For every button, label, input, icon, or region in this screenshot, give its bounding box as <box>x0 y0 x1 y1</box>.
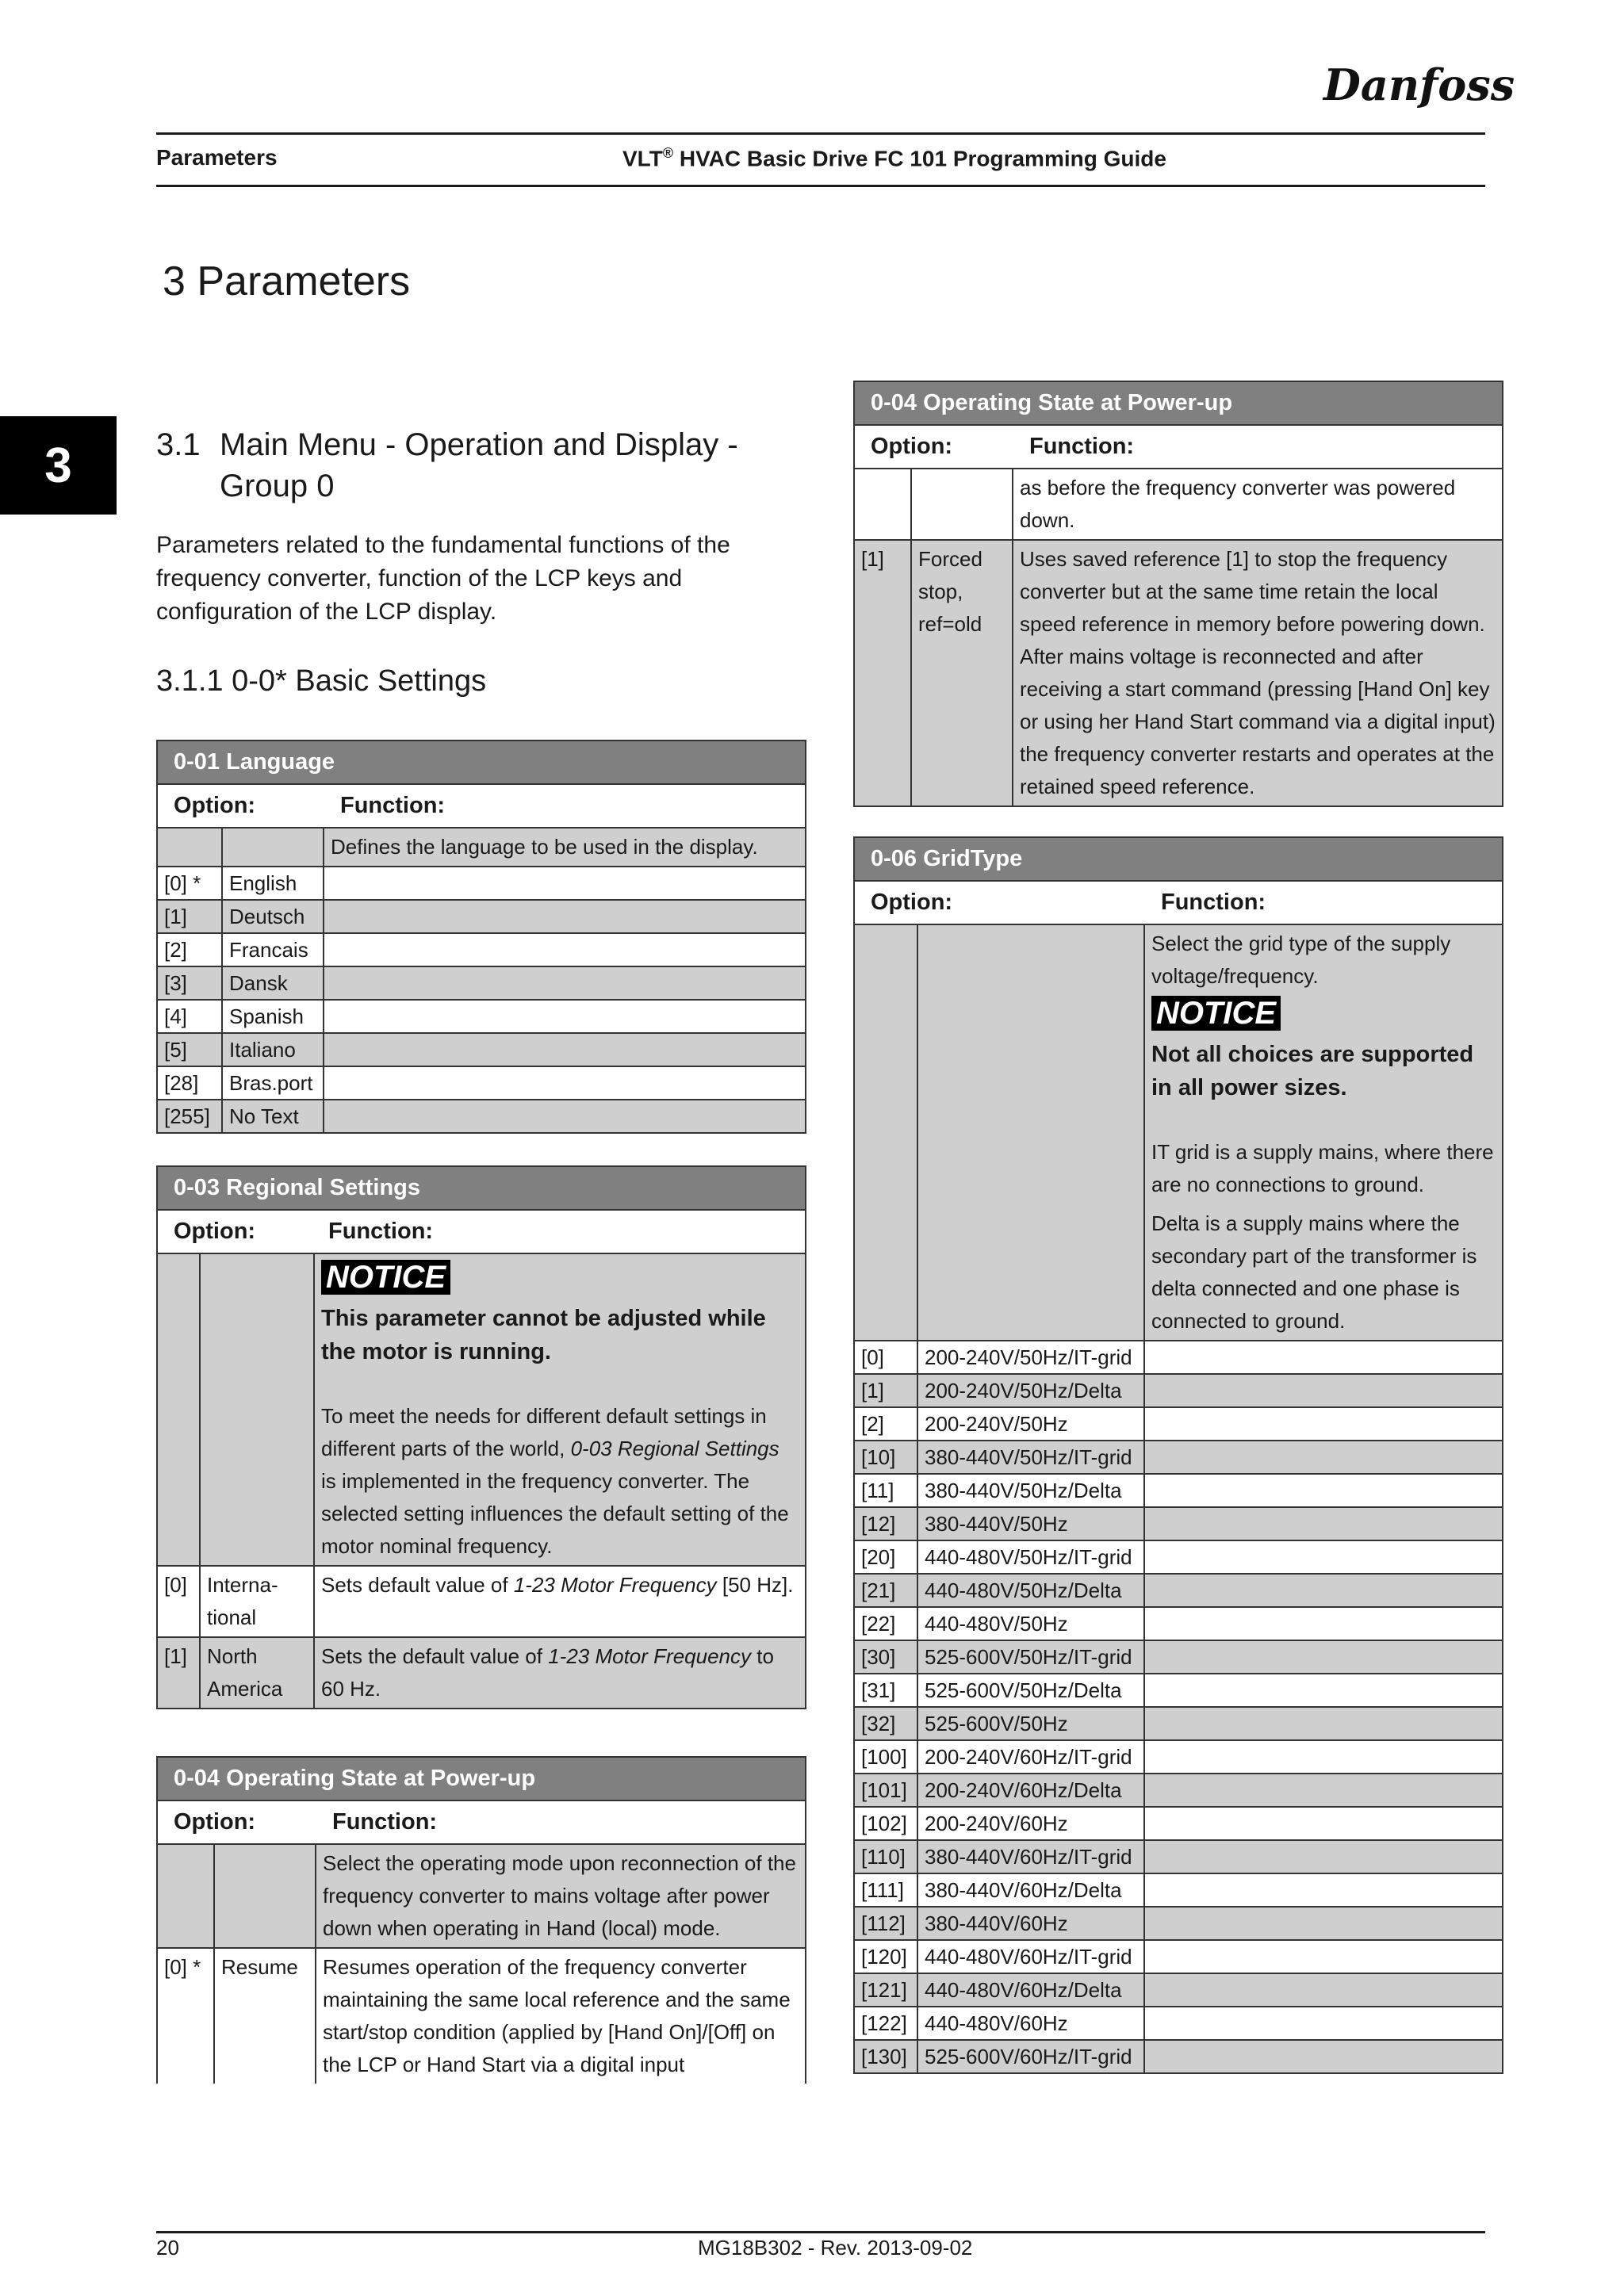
param-description: Select the operating mode upon reconnection of the frequency converter to mains voltage after power down when operating in Hand (local) mode. <box>316 1844 806 1948</box>
option-name: 440-480V/60Hz <box>917 2007 1144 2040</box>
option-row <box>157 1000 806 1033</box>
option-row <box>854 1674 1503 1707</box>
option-code: [0] <box>854 1341 917 1374</box>
option-function <box>1144 1674 1503 1707</box>
option-code: [20] <box>854 1540 917 1574</box>
option-function <box>1144 2007 1503 2040</box>
option-function <box>324 1066 806 1100</box>
delta-text: Delta is a supply mains where the secondary part of the transformer is delta connected and one phase is connected to ground. <box>1151 1211 1477 1333</box>
option-name: Spanish <box>222 1000 324 1033</box>
option-name: 200-240V/60Hz/Delta <box>917 1774 1144 1807</box>
option-function <box>1144 1740 1503 1774</box>
option-row <box>854 1507 1503 1540</box>
option-name: Deutsch <box>222 900 324 933</box>
option-function <box>324 1100 806 1133</box>
it-grid-text: IT grid is a supply mains, where there are no connections to ground. <box>1151 1140 1494 1196</box>
option-row: [1] Forced stop, ref=old Uses saved reference [1] to stop the frequency converter but at the same time retain the local speed reference in memory before powering down. After mains voltage is reconnected and after receiving a start command (pressing [Hand On] key or using her Hand Start command via a digital input) the frequency converter restarts and operates at the retained speed reference. <box>854 540 1503 806</box>
option-code: [100] <box>854 1740 917 1774</box>
option-name: 525-600V/60Hz/IT-grid <box>917 2040 1144 2073</box>
option-code: [21] <box>854 1574 917 1607</box>
option-row <box>854 1940 1503 1973</box>
option-name: 380-440V/60Hz/Delta <box>917 1873 1144 1907</box>
param-description: Select the grid type of the supply voltage/frequency. <box>1151 932 1451 988</box>
param-description: Defines the language to be used in the display. <box>324 828 806 867</box>
option-code: [101] <box>854 1774 917 1807</box>
param-title: 0-04 Operating State at Power-up <box>854 381 1503 425</box>
option-name: No Text <box>222 1100 324 1133</box>
option-name: 440-480V/50Hz <box>917 1607 1144 1640</box>
notice-text: This parameter cannot be adjusted while the motor is running. <box>321 1306 766 1364</box>
option-row <box>157 1066 806 1100</box>
option-row <box>854 1607 1503 1640</box>
option-code: [28] <box>157 1066 222 1100</box>
notice-text: Not all choices are supported in all power sizes. <box>1151 1042 1474 1100</box>
option-name: 200-240V/60Hz <box>917 1807 1144 1840</box>
option-code: [1] <box>157 900 222 933</box>
option-row <box>854 1707 1503 1740</box>
option-row <box>854 1574 1503 1607</box>
option-function <box>324 867 806 900</box>
option-name: 525-600V/50Hz <box>917 1707 1144 1740</box>
header-rule-top <box>156 132 1485 135</box>
option-name: 525-600V/50Hz/Delta <box>917 1674 1144 1707</box>
option-name: 200-240V/60Hz/IT-grid <box>917 1740 1144 1774</box>
option-function <box>1144 1441 1503 1474</box>
param-table-0-06 <box>853 836 1503 2074</box>
option-function <box>1144 1973 1503 2007</box>
option-name: 440-480V/60Hz/Delta <box>917 1973 1144 2007</box>
option-function <box>1144 1640 1503 1674</box>
option-function <box>324 1000 806 1033</box>
option-name: 440-480V/50Hz/Delta <box>917 1574 1144 1607</box>
option-function-header: Option: Function: <box>854 881 1503 924</box>
option-function <box>1144 1707 1503 1740</box>
option-function <box>1144 1407 1503 1441</box>
param-title: 0-01 Language <box>157 740 806 784</box>
option-code: [10] <box>854 1441 917 1474</box>
option-function <box>1144 1507 1503 1540</box>
option-function <box>324 900 806 933</box>
option-row <box>854 1807 1503 1840</box>
running-header-section: Parameters <box>156 145 278 170</box>
subsection-heading: 3.1.1 0-0* Basic Settings <box>156 664 487 698</box>
option-function <box>324 1033 806 1066</box>
option-row <box>854 1341 1503 1374</box>
param-table-0-04-part2 <box>853 381 1503 807</box>
option-row <box>854 1873 1503 1907</box>
option-row <box>854 1407 1503 1441</box>
option-row <box>157 1033 806 1066</box>
option-name: 380-440V/50Hz/IT-grid <box>917 1441 1144 1474</box>
option-code: [12] <box>854 1507 917 1540</box>
option-row <box>157 933 806 966</box>
option-function-header: Option: Function: <box>157 784 806 828</box>
option-name: 380-440V/60Hz <box>917 1907 1144 1940</box>
option-row <box>854 1840 1503 1873</box>
option-row: [0] Interna-tional Sets default value of 1-23 Motor Frequency [50 Hz]. <box>157 1566 806 1637</box>
param-title: 0-03 Regional Settings <box>157 1166 806 1210</box>
notice-badge: NOTICE <box>1151 996 1281 1031</box>
option-row: [1] North America Sets the default value of 1-23 Motor Frequency to 60 Hz. <box>157 1637 806 1709</box>
option-function-header: Option: Function: <box>157 1210 806 1253</box>
option-code: [32] <box>854 1707 917 1740</box>
option-name: 380-440V/50Hz <box>917 1507 1144 1540</box>
option-row <box>854 1640 1503 1674</box>
option-code: [255] <box>157 1100 222 1133</box>
option-row <box>854 1973 1503 2007</box>
document-id: MG18B302 - Rev. 2013-09-02 <box>698 2236 973 2260</box>
option-name: 200-240V/50Hz/Delta <box>917 1374 1144 1407</box>
option-name: English <box>222 867 324 900</box>
option-name: 440-480V/50Hz/IT-grid <box>917 1540 1144 1574</box>
header-rule-bottom <box>156 185 1485 187</box>
option-code: [111] <box>854 1873 917 1907</box>
option-name: 200-240V/50Hz <box>917 1407 1144 1441</box>
option-row <box>157 966 806 1000</box>
option-row <box>854 1907 1503 1940</box>
option-row <box>157 867 806 900</box>
option-function <box>1144 2040 1503 2073</box>
option-row <box>854 1740 1503 1774</box>
option-code: [31] <box>854 1674 917 1707</box>
param-table-0-03 <box>156 1165 806 1709</box>
option-row <box>854 1540 1503 1574</box>
option-function <box>1144 1474 1503 1507</box>
option-name: Francais <box>222 933 324 966</box>
option-code: [1] <box>854 1374 917 1407</box>
option-code: [2] <box>157 933 222 966</box>
chapter-title: 3 Parameters <box>163 258 411 304</box>
option-row <box>157 900 806 933</box>
danfoss-logo-text: Danfoss <box>1323 59 1515 110</box>
option-name: 380-440V/60Hz/IT-grid <box>917 1840 1144 1873</box>
section-intro: Parameters related to the fundamental functions of the frequency converter, function of the LCP keys and configuration of the LCP display. <box>156 532 730 625</box>
option-row <box>854 2007 1503 2040</box>
option-code: [121] <box>854 1973 917 2007</box>
option-code: [102] <box>854 1807 917 1840</box>
continued-text: as before the frequency converter was powered down. <box>1013 469 1503 540</box>
chapter-tab: 3 <box>0 416 117 515</box>
option-code: [11] <box>854 1474 917 1507</box>
option-name: 440-480V/60Hz/IT-grid <box>917 1940 1144 1973</box>
option-function-header: Option: Function: <box>157 1800 806 1844</box>
option-row <box>854 1441 1503 1474</box>
option-code: [0] * <box>157 867 222 900</box>
option-row <box>157 1100 806 1133</box>
option-code: [2] <box>854 1407 917 1441</box>
section-heading: 3.1 Main Menu - Operation and Display - Group 0 <box>156 427 738 503</box>
option-name: Italiano <box>222 1033 324 1066</box>
param-title: 0-04 Operating State at Power-up <box>157 1757 806 1800</box>
notice-badge: NOTICE <box>321 1260 450 1295</box>
option-name: 380-440V/50Hz/Delta <box>917 1474 1144 1507</box>
option-function <box>1144 1907 1503 1940</box>
option-function <box>1144 1574 1503 1607</box>
option-code: [4] <box>157 1000 222 1033</box>
footer-rule <box>156 2231 1485 2233</box>
param-table-0-04-part1 <box>156 1756 806 2084</box>
option-function <box>1144 1374 1503 1407</box>
option-function <box>1144 1607 1503 1640</box>
page-number: 20 <box>156 2236 179 2260</box>
option-row <box>854 1374 1503 1407</box>
option-name: 525-600V/50Hz/IT-grid <box>917 1640 1144 1674</box>
param-title: 0-06 GridType <box>854 837 1503 881</box>
option-row <box>854 1474 1503 1507</box>
option-function <box>1144 1807 1503 1840</box>
option-function <box>1144 1774 1503 1807</box>
option-code: [30] <box>854 1640 917 1674</box>
option-code: [122] <box>854 2007 917 2040</box>
option-code: [22] <box>854 1607 917 1640</box>
option-code: [120] <box>854 1940 917 1973</box>
param-table-0-01 <box>156 740 806 1134</box>
option-row <box>854 2040 1503 2073</box>
option-name: 200-240V/50Hz/IT-grid <box>917 1341 1144 1374</box>
option-code: [110] <box>854 1840 917 1873</box>
option-code: [112] <box>854 1907 917 1940</box>
option-function <box>324 933 806 966</box>
option-function <box>1144 1341 1503 1374</box>
option-function <box>1144 1873 1503 1907</box>
option-function <box>1144 1940 1503 1973</box>
option-code: [5] <box>157 1033 222 1066</box>
option-code: [3] <box>157 966 222 1000</box>
option-name: Bras.port <box>222 1066 324 1100</box>
option-function-header: Option: Function: <box>854 425 1503 469</box>
option-function <box>1144 1840 1503 1873</box>
danfoss-logo <box>1320 55 1515 119</box>
option-function <box>324 966 806 1000</box>
option-code: [130] <box>854 2040 917 2073</box>
option-function <box>1144 1540 1503 1574</box>
option-name: Dansk <box>222 966 324 1000</box>
running-header-title: VLT® HVAC Basic Drive FC 101 Programming Guide <box>622 145 1166 171</box>
option-row: [0] * Resume Resumes operation of the frequency converter maintaining the same local reference and the same start/stop condition (applied by [Hand On]/[Off] on the LCP or Hand Start via a digital input <box>157 1948 806 2084</box>
option-row <box>854 1774 1503 1807</box>
param-description: To meet the needs for different default settings in different parts of the world, 0-03 Regional Settings is implemented in the frequency converter. The selected setting influences the default setting of the motor nominal frequency. <box>321 1404 789 1558</box>
